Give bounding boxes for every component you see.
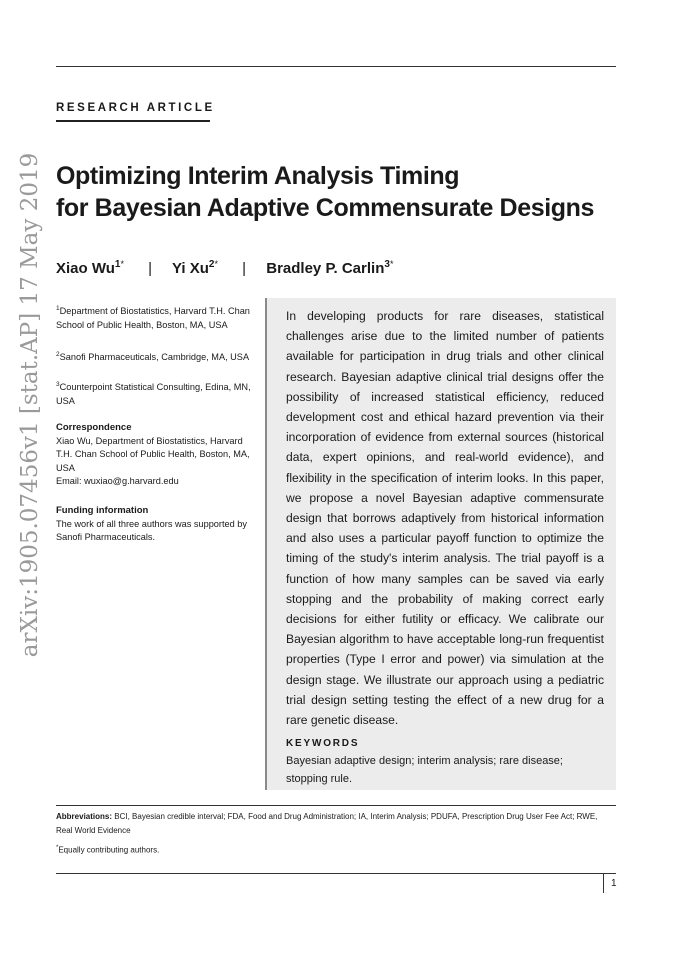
footnote-text: Equally contributing authors.: [58, 845, 160, 855]
author-affiliation-number: 2: [208, 259, 215, 270]
author-list: [56, 259, 393, 277]
correspondence-block: [56, 421, 252, 489]
affiliation-number: 2: [56, 351, 60, 358]
equal-contribution-mark: *: [389, 259, 394, 269]
article-type-label: RESEARCH ARTICLE: [56, 102, 215, 114]
author-separator: |: [148, 260, 153, 277]
title-line-2: for Bayesian Adaptive Commensurate Designs: [56, 194, 594, 222]
author-affiliation-number: 1: [114, 259, 121, 270]
affiliation-text: Counterpoint Statistical Consulting, Edina, MN, USA: [56, 382, 251, 406]
article-type-underline: [56, 120, 210, 122]
author-separator: |: [242, 260, 247, 277]
bottom-rule: [56, 873, 616, 874]
affiliation-text: Sanofi Pharmaceuticals, Cambridge, MA, USA: [59, 352, 250, 363]
abstract-text: In developing products for rare diseases, statistical challenges arise due to the limited number of patients available for participation in drug trials and other clinical research. Bayesian adaptive clinical trial designs offer the possibility of increased statistical efficiency, reduced development cost and ethical hazard prevention via their incorporation of evidence from external sources (historical data, expert opinions, and real-world evidence), and flexibility in the specification of interim looks. In this paper, we propose a novel Bayesian adaptive commensurate design that borrows adaptively from historical information and also uses a particular payoff function to optimize the timing of the study's interim analysis. The trial payoff is a function of how many samples can be saved via early stopping and the probability of making correct early decisions for either futility or efficacy. We calibrate our Bayesian algorithm to have acceptable long-run frequentist properties (Type I error and power) via simulation at the design stage. We illustrate our approach using a pediatric trial design setting testing the effect of a new drug for a rare genetic disease.: [286, 309, 604, 728]
funding-block: [56, 504, 252, 545]
affiliation-3: [56, 378, 252, 408]
footnote-rule: [56, 805, 616, 806]
paper-title: [56, 160, 616, 224]
author-affiliation-number: 3: [384, 259, 390, 270]
affiliation-1: [56, 302, 252, 332]
page-number-bar: [603, 873, 604, 893]
keywords-text: Bayesian adaptive design; interim analysis; rare disease; stopping rule.: [286, 755, 563, 785]
affiliation-number: 3: [56, 381, 60, 388]
top-rule: [56, 66, 616, 67]
footnote-mark: *: [56, 845, 59, 851]
equal-contribution-mark: *: [214, 259, 218, 269]
correspondence-heading: Correspondence: [56, 422, 132, 433]
page-number: 1: [611, 878, 617, 889]
funding-text: The work of all three authors was supported by Sanofi Pharmaceuticals.: [56, 518, 247, 542]
author-name: Xiao Wu: [56, 260, 115, 277]
affiliation-2: [56, 348, 252, 365]
arxiv-stamp: arXiv:1905.07456v1 [stat.AP] 17 May 2019: [17, 152, 43, 658]
abstract-left-bar: [265, 298, 267, 790]
title-line-1: Optimizing Interim Analysis Timing: [56, 162, 460, 190]
funding-heading: Funding information: [56, 505, 149, 516]
author-name: Yi Xu: [171, 260, 209, 277]
author-name: Bradley P. Carlin: [266, 260, 385, 277]
abbreviations-label: Abbreviations:: [56, 812, 113, 821]
equal-contribution-mark: *: [120, 259, 124, 269]
affiliation-number: 1: [56, 305, 60, 312]
abbreviations-text: BCI, Bayesian credible interval; FDA, Food and Drug Administration; IA, Interim Analysis; PDUFA, Prescription Drug User Fee Act; RWE, Real World Evidence: [56, 812, 598, 835]
equal-contribution-footnote: [56, 845, 159, 855]
correspondence-text: Xiao Wu, Department of Biostatistics, Harvard T.H. Chan School of Public Health, Boston, MA, USA: [56, 435, 250, 473]
correspondence-email: Email: wuxiao@g.harvard.edu: [56, 476, 179, 486]
keywords-heading: KEYWORDS: [286, 738, 360, 749]
abbreviations-footnote: [56, 810, 616, 837]
affiliation-text: Department of Biostatistics, Harvard T.H. Chan School of Public Health, Boston, MA, USA: [56, 306, 250, 330]
